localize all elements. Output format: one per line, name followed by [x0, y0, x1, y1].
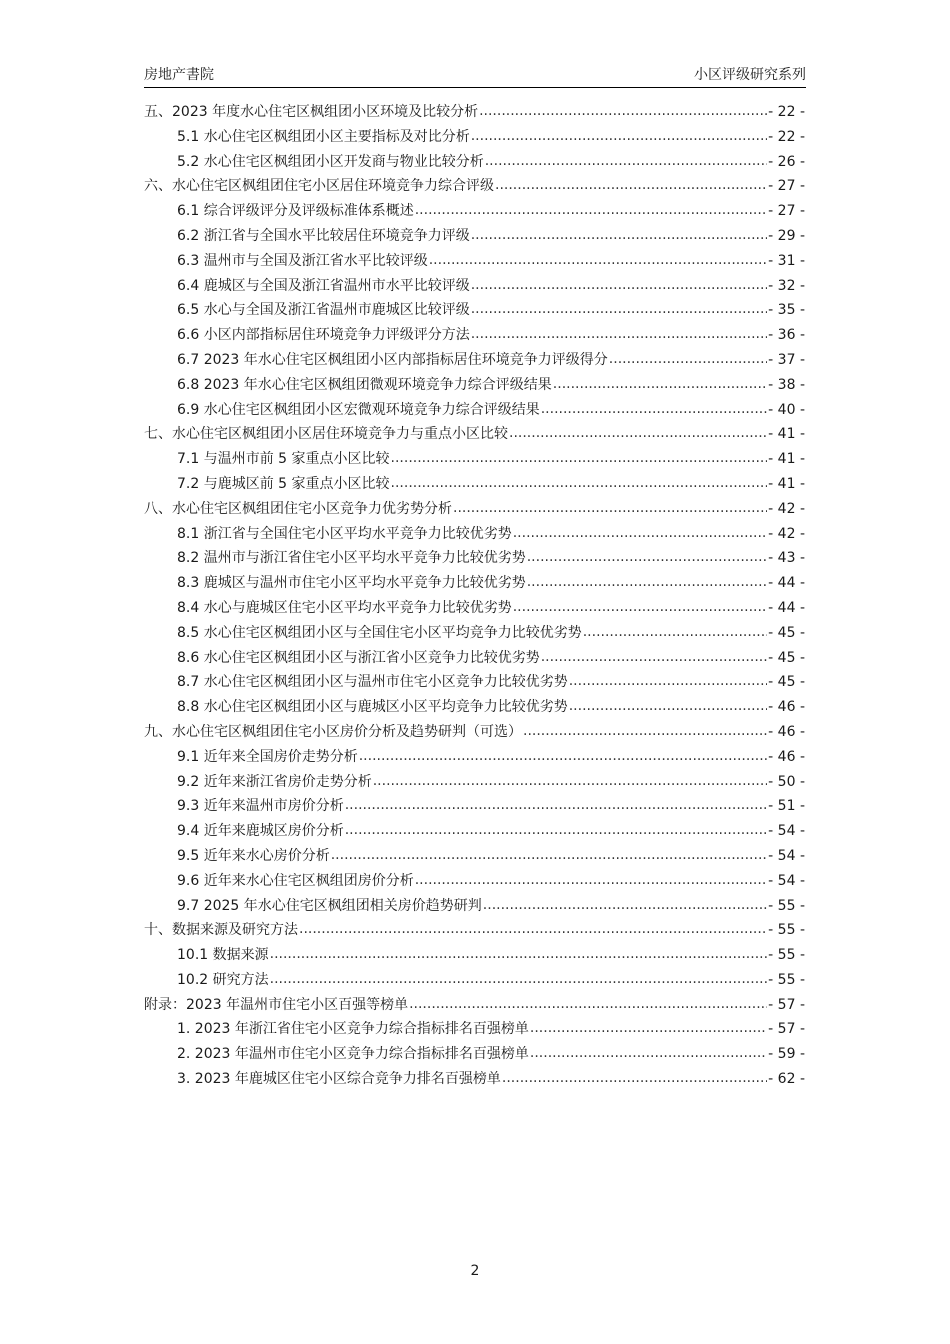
- toc-entry-page: - 45 -: [768, 674, 805, 691]
- toc-entry-title: 9.6 近年来水心住宅区枫组团房价分析: [177, 872, 414, 889]
- toc-entry-title: 1. 2023 年浙江省住宅小区竞争力综合指标排名百强榜单: [177, 1021, 529, 1038]
- toc-entry-title: 9.1 近年来全国房价走势分析: [177, 748, 358, 765]
- toc-entry-page: - 29 -: [768, 227, 805, 244]
- toc-chapter-entry[interactable]: [144, 174, 805, 199]
- toc-dot-leader: [541, 397, 767, 422]
- toc-entry-title: 5.1 水心住宅区枫组团小区主要指标及对比分析: [177, 128, 470, 145]
- toc-section-entry[interactable]: [144, 1067, 805, 1092]
- table-of-contents: [144, 100, 805, 1092]
- toc-dot-leader: [471, 297, 767, 322]
- toc-section-entry[interactable]: [144, 869, 805, 894]
- toc-section-entry[interactable]: [144, 745, 805, 770]
- toc-entry-page: - 44 -: [768, 599, 805, 616]
- toc-entry-title: 6.4 鹿城区与全国及浙江省温州市水平比较评级: [177, 277, 470, 294]
- toc-dot-leader: [270, 967, 768, 992]
- toc-entry-page: - 55 -: [768, 971, 805, 988]
- toc-entry-page: - 54 -: [768, 847, 805, 864]
- toc-entry-title: 九、水心住宅区枫组团住宅小区房价分析及趋势研判（可选）: [144, 723, 522, 740]
- toc-section-entry[interactable]: [144, 571, 805, 596]
- toc-section-entry[interactable]: [144, 794, 805, 819]
- toc-entry-title: 9.4 近年来鹿城区房价分析: [177, 823, 344, 840]
- toc-entry-page: - 55 -: [768, 897, 805, 914]
- toc-section-entry[interactable]: [144, 695, 805, 720]
- toc-entry-title: 8.2 温州市与浙江省住宅小区平均水平竞争力比较优劣势: [177, 550, 526, 567]
- toc-entry-title: 6.6 小区内部指标居住环境竞争力评级评分方法: [177, 327, 470, 344]
- toc-entry-page: - 54 -: [768, 823, 805, 840]
- toc-entry-page: - 31 -: [768, 252, 805, 269]
- toc-entry-page: - 62 -: [768, 1071, 805, 1088]
- toc-dot-leader: [471, 124, 767, 149]
- page-header: [144, 66, 806, 88]
- toc-dot-leader: [415, 868, 767, 893]
- toc-entry-page: - 45 -: [768, 624, 805, 641]
- toc-entry-page: - 40 -: [768, 401, 805, 418]
- toc-entry-page: - 46 -: [768, 748, 805, 765]
- toc-dot-leader: [541, 645, 767, 670]
- toc-chapter-entry[interactable]: [144, 993, 805, 1018]
- toc-section-entry[interactable]: [144, 199, 805, 224]
- toc-dot-leader: [483, 893, 767, 918]
- toc-entry-page: - 55 -: [768, 922, 805, 939]
- toc-dot-leader: [331, 843, 767, 868]
- toc-section-entry[interactable]: [144, 1042, 805, 1067]
- toc-entry-title: 8.4 水心与鹿城区住宅小区平均水平竞争力比较优劣势: [177, 599, 512, 616]
- toc-dot-leader: [479, 99, 767, 124]
- toc-entry-page: - 41 -: [768, 451, 805, 468]
- toc-section-entry[interactable]: [144, 373, 805, 398]
- toc-dot-leader: [409, 992, 767, 1017]
- toc-dot-leader: [513, 595, 767, 620]
- toc-entry-title: 6.1 综合评级评分及评级标准体系概述: [177, 203, 414, 220]
- toc-entry-title: 2. 2023 年温州市住宅小区竞争力综合指标排名百强榜单: [177, 1046, 529, 1063]
- toc-entry-page: - 38 -: [768, 376, 805, 393]
- toc-section-entry[interactable]: [144, 596, 805, 621]
- toc-entry-page: - 42 -: [768, 525, 805, 542]
- toc-entry-title: 十、数据来源及研究方法: [144, 922, 298, 939]
- toc-entry-page: - 36 -: [768, 327, 805, 344]
- toc-section-entry[interactable]: [144, 670, 805, 695]
- toc-entry-title: 6.9 水心住宅区枫组团小区宏微观环境竞争力综合评级结果: [177, 401, 540, 418]
- toc-entry-title: 10.2 研究方法: [177, 971, 269, 988]
- toc-dot-leader: [502, 1066, 767, 1091]
- toc-entry-page: - 26 -: [768, 153, 805, 170]
- toc-entry-title: 10.1 数据来源: [177, 947, 269, 964]
- toc-entry-page: - 42 -: [768, 500, 805, 517]
- toc-section-entry[interactable]: [144, 1017, 805, 1042]
- toc-entry-page: - 43 -: [768, 550, 805, 567]
- toc-section-entry[interactable]: [144, 472, 805, 497]
- toc-entry-title: 3. 2023 年鹿城区住宅小区综合竞争力排名百强榜单: [177, 1071, 501, 1088]
- toc-dot-leader: [509, 421, 767, 446]
- toc-entry-title: 附录：2023 年温州市住宅小区百强等榜单: [144, 996, 409, 1013]
- toc-entry-page: - 59 -: [768, 1046, 805, 1063]
- toc-dot-leader: [391, 471, 768, 496]
- toc-section-entry[interactable]: [144, 646, 805, 671]
- toc-entry-title: 7.2 与鹿城区前 5 家重点小区比较: [177, 475, 390, 492]
- toc-entry-title: 9.3 近年来温州市房价分析: [177, 798, 344, 815]
- toc-section-entry[interactable]: [144, 447, 805, 472]
- toc-entry-page: - 54 -: [768, 872, 805, 889]
- toc-section-entry[interactable]: [144, 323, 805, 348]
- toc-dot-leader: [471, 223, 767, 248]
- toc-entry-page: - 44 -: [768, 575, 805, 592]
- toc-entry-title: 6.3 温州市与全国及浙江省水平比较评级: [177, 252, 428, 269]
- toc-section-entry[interactable]: [144, 150, 805, 175]
- header-left-title: 房地产書院: [144, 67, 214, 83]
- toc-chapter-entry[interactable]: [144, 100, 805, 125]
- toc-entry-title: 8.3 鹿城区与温州市住宅小区平均水平竞争力比较优劣势: [177, 575, 526, 592]
- toc-section-entry[interactable]: [144, 894, 805, 919]
- header-right-title: 小区评级研究系列: [694, 67, 806, 83]
- toc-dot-leader: [530, 1041, 767, 1066]
- toc-dot-leader: [553, 372, 767, 397]
- toc-entry-page: - 27 -: [768, 203, 805, 220]
- toc-entry-page: - 45 -: [768, 649, 805, 666]
- toc-section-entry[interactable]: [144, 844, 805, 869]
- toc-entry-page: - 22 -: [768, 128, 805, 145]
- toc-chapter-entry[interactable]: [144, 497, 805, 522]
- toc-section-entry[interactable]: [144, 249, 805, 274]
- toc-entry-page: - 27 -: [768, 178, 805, 195]
- toc-chapter-entry[interactable]: [144, 720, 805, 745]
- toc-entry-page: - 41 -: [768, 475, 805, 492]
- toc-section-entry[interactable]: [144, 298, 805, 323]
- toc-entry-page: - 57 -: [768, 1021, 805, 1038]
- toc-entry-title: 五、2023 年度水心住宅区枫组团小区环境及比较分析: [144, 104, 479, 120]
- toc-dot-leader: [415, 198, 767, 223]
- toc-section-entry[interactable]: [144, 819, 805, 844]
- toc-section-entry[interactable]: [144, 522, 805, 547]
- toc-entry-title: 六、水心住宅区枫组团住宅小区居住环境竞争力综合评级: [144, 178, 494, 195]
- toc-entry-title: 八、水心住宅区枫组团住宅小区竞争力优劣势分析: [144, 500, 452, 517]
- toc-section-entry[interactable]: [144, 546, 805, 571]
- toc-entry-title: 6.5 水心与全国及浙江省温州市鹿城区比较评级: [177, 302, 470, 319]
- toc-entry-page: - 37 -: [768, 351, 805, 368]
- toc-entry-title: 5.2 水心住宅区枫组团小区开发商与物业比较分析: [177, 153, 484, 170]
- toc-section-entry[interactable]: [144, 224, 805, 249]
- toc-dot-leader: [523, 719, 767, 744]
- toc-section-entry[interactable]: [144, 125, 805, 150]
- toc-chapter-entry[interactable]: [144, 918, 805, 943]
- toc-section-entry[interactable]: [144, 621, 805, 646]
- toc-dot-leader: [569, 669, 767, 694]
- toc-entry-page: - 50 -: [768, 773, 805, 790]
- page-number: 2: [470, 1263, 480, 1279]
- toc-entry-title: 8.1 浙江省与全国住宅小区平均水平竞争力比较优劣势: [177, 525, 512, 542]
- toc-entry-title: 9.5 近年来水心房价分析: [177, 847, 330, 864]
- toc-entry-title: 七、水心住宅区枫组团小区居住环境竞争力与重点小区比较: [144, 426, 508, 443]
- toc-chapter-entry[interactable]: [144, 422, 805, 447]
- toc-dot-leader: [391, 446, 768, 471]
- toc-entry-page: - 51 -: [768, 798, 805, 815]
- toc-dot-leader: [495, 173, 767, 198]
- toc-dot-leader: [429, 248, 767, 273]
- toc-entry-title: 6.7 2023 年水心住宅区枫组团小区内部指标居住环境竞争力评级得分: [177, 351, 608, 368]
- toc-dot-leader: [527, 545, 767, 570]
- toc-dot-leader: [569, 694, 767, 719]
- toc-entry-page: - 57 -: [768, 996, 805, 1013]
- toc-section-entry[interactable]: [144, 274, 805, 299]
- toc-dot-leader: [609, 347, 767, 372]
- toc-entry-title: 9.7 2025 年水心住宅区枫组团相关房价趋势研判: [177, 897, 482, 914]
- toc-dot-leader: [453, 496, 767, 521]
- toc-entry-title: 7.1 与温州市前 5 家重点小区比较: [177, 451, 390, 468]
- toc-entry-title: 8.5 水心住宅区枫组团小区与全国住宅小区平均竞争力比较优劣势: [177, 624, 582, 641]
- toc-dot-leader: [345, 793, 767, 818]
- toc-entry-title: 8.8 水心住宅区枫组团小区与鹿城区小区平均竞争力比较优劣势: [177, 699, 568, 716]
- toc-entry-title: 6.8 2023 年水心住宅区枫组团微观环境竞争力综合评级结果: [177, 376, 552, 393]
- toc-dot-leader: [583, 620, 767, 645]
- toc-entry-page: - 46 -: [768, 699, 805, 716]
- toc-section-entry[interactable]: [144, 943, 805, 968]
- toc-dot-leader: [373, 769, 767, 794]
- toc-entry-title: 8.7 水心住宅区枫组团小区与温州市住宅小区竞争力比较优劣势: [177, 674, 568, 691]
- toc-dot-leader: [513, 521, 767, 546]
- toc-section-entry[interactable]: [144, 770, 805, 795]
- toc-dot-leader: [359, 744, 767, 769]
- toc-entry-page: - 41 -: [768, 426, 805, 443]
- toc-section-entry[interactable]: [144, 398, 805, 423]
- toc-dot-leader: [530, 1016, 767, 1041]
- toc-entry-title: 6.2 浙江省与全国水平比较居住环境竞争力评级: [177, 227, 470, 244]
- toc-section-entry[interactable]: [144, 968, 805, 993]
- toc-dot-leader: [471, 322, 767, 347]
- toc-entry-page: - 32 -: [768, 277, 805, 294]
- toc-entry-page: - 46 -: [768, 723, 805, 740]
- toc-dot-leader: [270, 942, 768, 967]
- toc-entry-page: - 22 -: [768, 104, 805, 120]
- toc-section-entry[interactable]: [144, 348, 805, 373]
- toc-entry-title: 8.6 水心住宅区枫组团小区与浙江省小区竞争力比较优劣势: [177, 649, 540, 666]
- toc-dot-leader: [527, 570, 767, 595]
- toc-dot-leader: [471, 273, 767, 298]
- toc-dot-leader: [485, 149, 767, 174]
- toc-entry-page: - 35 -: [768, 302, 805, 319]
- toc-entry-title: 9.2 近年来浙江省房价走势分析: [177, 773, 372, 790]
- toc-entry-page: - 55 -: [768, 947, 805, 964]
- toc-dot-leader: [345, 818, 767, 843]
- toc-dot-leader: [299, 917, 767, 942]
